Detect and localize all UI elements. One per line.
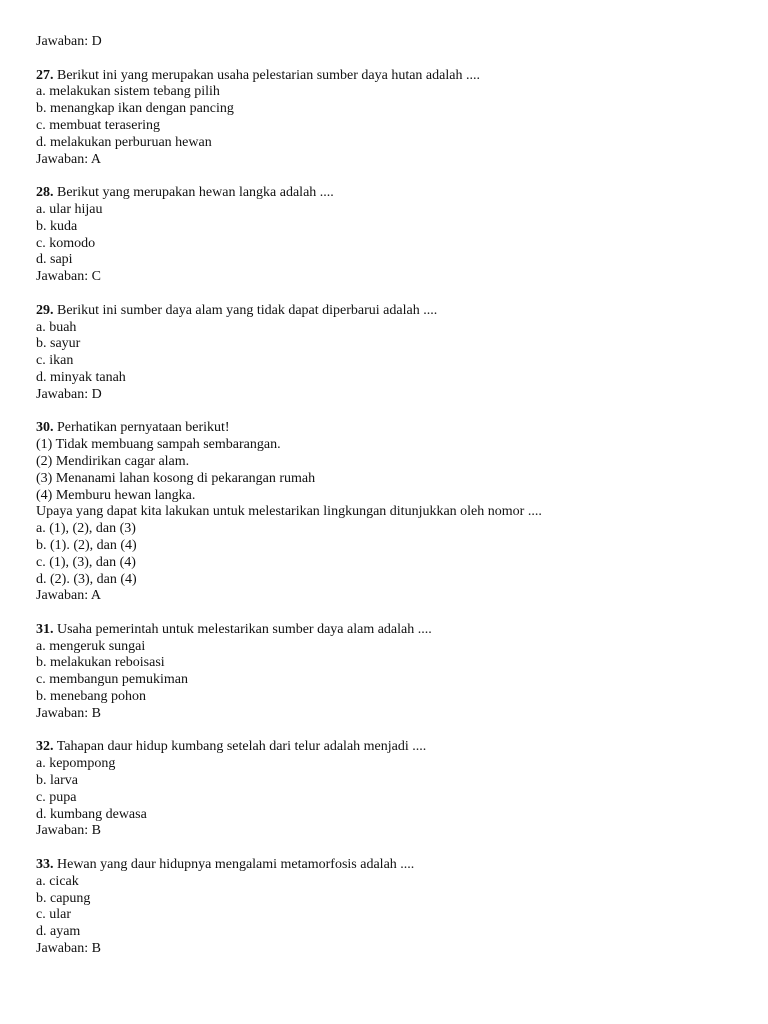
question-line [36,622,768,639]
question-number: 28. [36,185,54,201]
option-line: c. ikan [36,353,74,369]
option-line: d. ayam [36,924,81,940]
option-line: b. (1). (2), dan (4) [36,537,137,553]
question-block [36,622,768,723]
option-line: d. minyak tanah [36,369,126,385]
question-block [36,857,768,958]
option-line: b. menangkap ikan dengan pancing [36,101,234,117]
question-number: 30. [36,420,54,436]
question-block [36,420,768,605]
option-line: c. pupa [36,789,77,805]
option-line: a. buah [36,319,77,335]
answer-line: Jawaban: D [36,386,102,402]
option-line: c. membuat terasering [36,117,161,133]
question-number: 27. [36,67,54,83]
question-text: Hewan yang daur hidupnya mengalami metamorfosis adalah .... [53,857,415,873]
answer-line: Jawaban: B [36,941,101,957]
question-text: Berikut yang merupakan hewan langka adalah .... [53,185,334,201]
statement-line: (4) Memburu hewan langka. [36,487,196,503]
question-block [36,739,768,840]
spacer [36,840,768,857]
question-prompt: Upaya yang dapat kita lakukan untuk melestarikan lingkungan ditunjukkan oleh nomor .... [36,504,542,520]
spacer [36,286,768,303]
question-line [36,857,768,874]
question-number: 32. [36,739,54,755]
statement-line: (2) Mendirikan cagar alam. [36,453,190,469]
spacer [36,404,768,421]
answer-line: Jawaban: B [36,705,101,721]
question-number: 33. [36,857,54,873]
answer-line: Jawaban: A [36,588,101,604]
question-line [36,420,768,437]
question-number: 31. [36,621,54,637]
option-line: d. melakukan perburuan hewan [36,134,212,150]
option-line: a. ular hijau [36,201,103,217]
question-line [36,739,768,756]
spacer [36,723,768,740]
statement-line: (1) Tidak membuang sampah sembarangan. [36,437,281,453]
option-line: b. larva [36,773,78,789]
option-line: b. kuda [36,218,78,234]
option-line: c. komodo [36,235,96,251]
spacer [36,605,768,622]
option-line: b. sayur [36,336,81,352]
option-line: a. mengeruk sungai [36,638,146,654]
spacer [36,51,768,68]
option-line: d. kumbang dewasa [36,806,147,822]
answer-line: Jawaban: C [36,269,101,285]
answer-line: Jawaban: B [36,823,101,839]
question-line [36,185,768,202]
question-text: Usaha pemerintah untuk melestarikan sumber daya alam adalah .... [53,621,432,637]
question-text: Berikut ini sumber daya alam yang tidak dapat diperbarui adalah .... [53,302,438,318]
question-block [36,185,768,286]
question-text: Berikut ini yang merupakan usaha pelestarian sumber daya hutan adalah .... [53,67,480,83]
question-line [36,68,768,85]
option-line: d. (2). (3), dan (4) [36,571,137,587]
question-number: 29. [36,302,54,318]
spacer [36,168,768,185]
statement-line: (3) Menanami lahan kosong di pekarangan rumah [36,470,316,486]
option-line: c. (1), (3), dan (4) [36,554,136,570]
question-text: Perhatikan pernyataan berikut! [53,420,230,436]
option-line: d. sapi [36,252,73,268]
answer-line: Jawaban: A [36,151,101,167]
option-line: a. (1), (2), dan (3) [36,521,136,537]
answer-line: Jawaban: D [36,34,102,49]
question-text: Tahapan daur hidup kumbang setelah dari telur adalah menjadi .... [53,739,427,755]
option-line: c. ular [36,907,71,923]
question-line [36,303,768,320]
question-block [36,68,768,169]
question-block [36,303,768,404]
option-line: b. melakukan reboisasi [36,655,165,671]
option-line: b. menebang pohon [36,689,147,705]
option-line: a. kepompong [36,756,116,772]
option-line: c. membangun pemukiman [36,672,189,688]
option-line: a. cicak [36,873,79,889]
option-line: b. capung [36,890,91,906]
option-line: a. melakukan sistem tebang pilih [36,84,220,100]
